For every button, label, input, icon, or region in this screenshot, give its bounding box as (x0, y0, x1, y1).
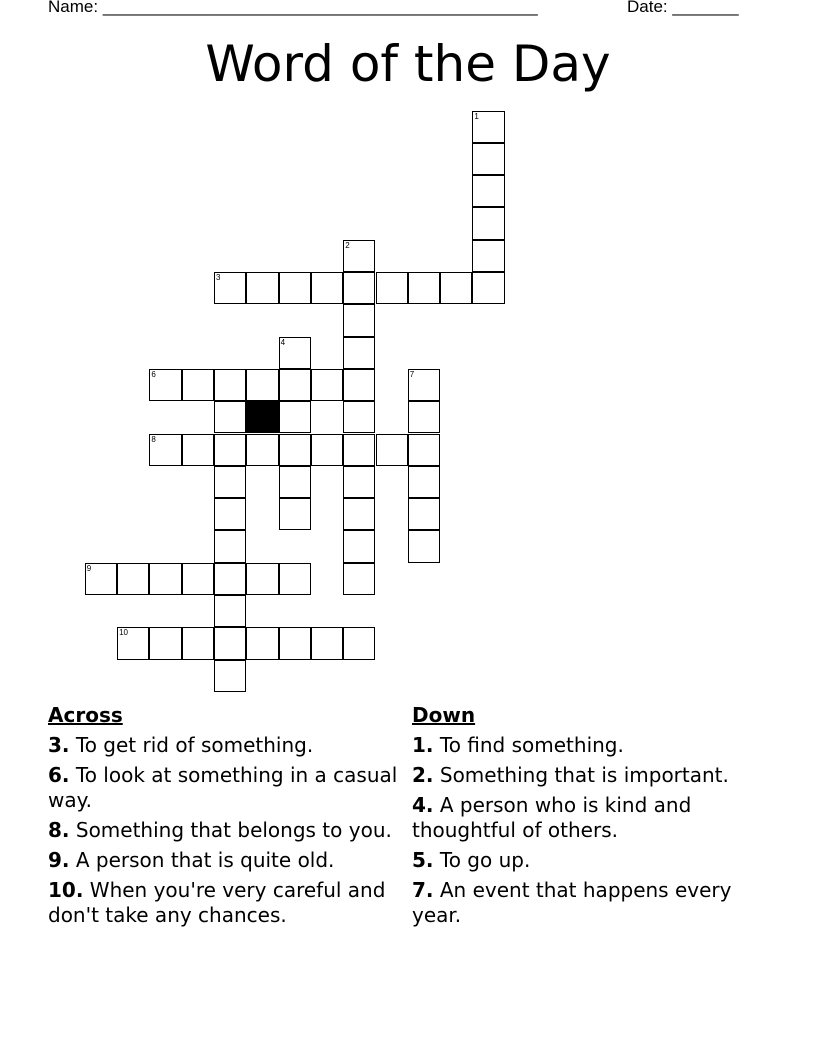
crossword-cell[interactable] (343, 272, 375, 304)
clue-item-number: 7. (412, 878, 434, 902)
crossword-cell[interactable] (85, 563, 117, 595)
crossword-cell[interactable] (214, 660, 246, 692)
clue-item-number: 3. (48, 733, 70, 757)
crossword-cell[interactable] (182, 434, 214, 466)
page-title: Word of the Day (205, 35, 611, 93)
across-heading: Across (48, 703, 123, 727)
crossword-cell[interactable] (311, 434, 343, 466)
crossword-cell[interactable] (279, 434, 311, 466)
crossword-cell[interactable] (117, 627, 149, 659)
crossword-cell[interactable] (472, 240, 504, 272)
clue-item-text: To look at something in a casual way. (48, 763, 398, 812)
crossword-cell[interactable] (408, 498, 440, 530)
crossword-cell[interactable] (472, 175, 504, 207)
clue-item (412, 733, 762, 758)
clue-item (48, 733, 398, 758)
crossword-cell[interactable] (246, 627, 278, 659)
crossword-cell[interactable] (343, 498, 375, 530)
clue-number: 7 (409, 369, 415, 379)
crossword-cell[interactable] (376, 272, 408, 304)
crossword-cell[interactable] (214, 627, 246, 659)
clue-item-number: 5. (412, 848, 434, 872)
clue-number: 8 (151, 434, 156, 444)
clue-number: 4 (280, 337, 286, 347)
crossword-cell[interactable] (343, 337, 375, 369)
date-label: Date: (627, 0, 668, 16)
clue-item-text: To find something. (439, 733, 624, 757)
clue-item (48, 763, 398, 813)
clue-item (48, 878, 398, 928)
down-clues (412, 703, 762, 933)
crossword-cell[interactable] (214, 434, 246, 466)
crossword-cell[interactable] (408, 466, 440, 498)
crossword-cell[interactable] (279, 498, 311, 530)
clue-item-text: A person that is quite old. (75, 848, 335, 872)
crossword-cell[interactable] (214, 498, 246, 530)
crossword-cell[interactable] (279, 369, 311, 401)
crossword-cell[interactable] (343, 466, 375, 498)
clue-item-number: 4. (412, 793, 434, 817)
crossword-cell[interactable] (279, 272, 311, 304)
crossword-cell[interactable] (149, 434, 181, 466)
crossword-cell[interactable] (376, 434, 408, 466)
down-heading: Down (412, 703, 476, 727)
crossword-cell[interactable] (343, 240, 375, 272)
crossword-cell[interactable] (440, 272, 472, 304)
crossword-cell[interactable] (343, 434, 375, 466)
crossword-cell[interactable] (408, 530, 440, 562)
crossword-cell[interactable] (311, 369, 343, 401)
clue-item-text: Something that is important. (439, 763, 729, 787)
across-clue-list (48, 733, 398, 928)
clue-item (48, 848, 398, 873)
clue-item (412, 793, 762, 843)
crossword-cell[interactable] (214, 595, 246, 627)
crossword-cell[interactable] (214, 530, 246, 562)
clue-item (412, 848, 762, 873)
crossword-cell[interactable] (311, 627, 343, 659)
crossword-cell[interactable] (343, 369, 375, 401)
crossword-cell[interactable] (246, 434, 278, 466)
clue-item-text: An event that happens every year. (412, 878, 732, 927)
crossword-cell[interactable] (117, 563, 149, 595)
clue-item-text: A person who is kind and thoughtful of others. (412, 793, 692, 842)
crossword-cell[interactable] (182, 627, 214, 659)
crossword-cell[interactable] (408, 369, 440, 401)
crossword-cell[interactable] (279, 563, 311, 595)
date-blank: _______ (672, 0, 739, 16)
crossword-cell[interactable] (408, 434, 440, 466)
crossword-cell[interactable] (214, 272, 246, 304)
crossword-cell[interactable] (279, 401, 311, 433)
clue-item-number: 1. (412, 733, 434, 757)
crossword-cell[interactable] (214, 401, 246, 433)
crossword-cell[interactable] (149, 563, 181, 595)
clue-item-text: Something that belongs to you. (75, 818, 392, 842)
clue-number: 10 (119, 628, 128, 638)
name-blank: ______________________________________________ (102, 0, 538, 16)
crossword-cell[interactable] (214, 466, 246, 498)
name-label: Name: (48, 0, 99, 16)
clue-item (48, 818, 398, 843)
clue-number: 6 (151, 369, 156, 379)
crossword-cell[interactable] (472, 207, 504, 239)
black-square (246, 401, 278, 433)
crossword-cell[interactable] (246, 272, 278, 304)
clue-number: 2 (345, 240, 350, 250)
clue-item-number: 8. (48, 818, 70, 842)
crossword-cell[interactable] (149, 627, 181, 659)
clue-number: 1 (474, 111, 479, 121)
crossword-cell[interactable] (279, 466, 311, 498)
clue-item-number: 10. (48, 878, 84, 902)
crossword-cell[interactable] (214, 369, 246, 401)
crossword-cell[interactable] (182, 563, 214, 595)
crossword-cell[interactable] (246, 369, 278, 401)
crossword-cell[interactable] (472, 272, 504, 304)
clue-item-number: 9. (48, 848, 70, 872)
crossword-cell[interactable] (472, 111, 504, 143)
clue-item-text: To get rid of something. (75, 733, 314, 757)
crossword-cell[interactable] (408, 272, 440, 304)
crossword-cell[interactable] (343, 304, 375, 336)
crossword-cell[interactable] (472, 143, 504, 175)
crossword-cell[interactable] (214, 563, 246, 595)
crossword-cell[interactable] (343, 530, 375, 562)
clue-item-text: When you're very careful and don't take any chances. (48, 878, 386, 927)
crossword-cell[interactable] (311, 272, 343, 304)
crossword-cell[interactable] (408, 401, 440, 433)
clue-item-number: 6. (48, 763, 70, 787)
clue-item (412, 763, 762, 788)
clue-number: 3 (216, 273, 221, 282)
clue-item-text: To go up. (439, 848, 531, 872)
crossword-cell[interactable] (343, 401, 375, 433)
crossword-cell[interactable] (279, 627, 311, 659)
clue-item (412, 878, 762, 928)
crossword-cell[interactable] (182, 369, 214, 401)
clue-number: 9 (86, 563, 92, 573)
across-clues (48, 703, 398, 933)
clue-item-number: 2. (412, 763, 434, 787)
crossword-cell[interactable] (343, 563, 375, 595)
crossword-cell[interactable] (149, 369, 181, 401)
crossword-cell[interactable] (246, 563, 278, 595)
crossword-cell[interactable] (279, 337, 311, 369)
down-clue-list (412, 733, 762, 928)
crossword-cell[interactable] (343, 627, 375, 659)
